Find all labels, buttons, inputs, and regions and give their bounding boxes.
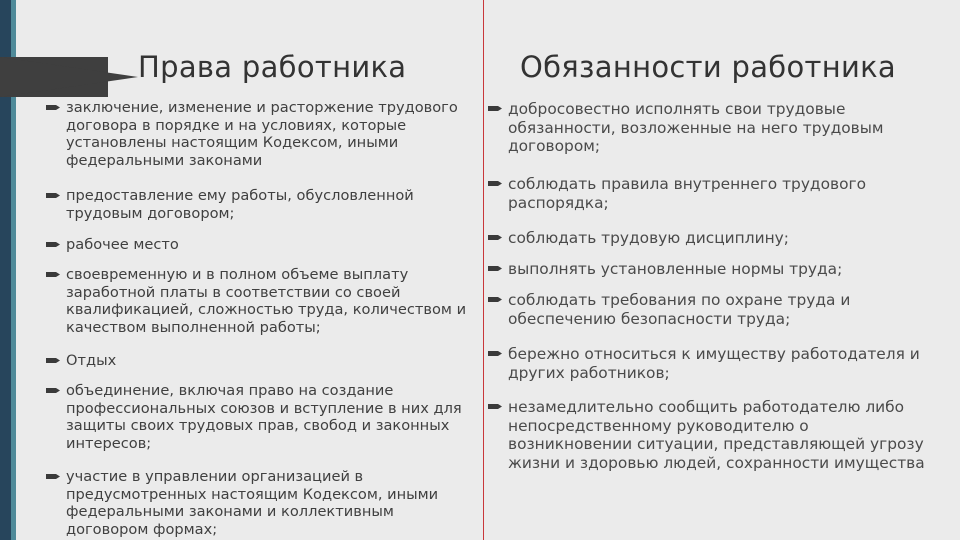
list-item [508, 100, 933, 156]
pencil-icon [46, 103, 60, 112]
title-arrow-tip [0, 57, 138, 97]
list-item [508, 175, 933, 212]
list-item-text: своевременную и в полном объеме выплату заработной платы в соответствии со своей квалификацией, сложностью труда, количеством и качеством выполненной работы; [66, 266, 467, 336]
pencil-icon [488, 179, 502, 188]
pencil-icon [46, 386, 60, 395]
list-item [508, 345, 933, 382]
pencil-icon [488, 233, 502, 242]
list-item [508, 398, 933, 472]
pencil-icon [488, 349, 502, 358]
list-item-text: добросовестно исполнять свои трудовые обязанности, возложенные на него трудовым договором; [508, 100, 884, 156]
list-item-text: соблюдать правила внутреннего трудового распорядка; [508, 175, 866, 212]
pencil-icon [488, 264, 502, 273]
list-item [66, 352, 471, 370]
list-item [508, 291, 933, 328]
pencil-icon [46, 270, 60, 279]
pencil-icon [488, 104, 502, 113]
list-item [508, 229, 933, 248]
list-item [66, 99, 471, 169]
column-divider [483, 0, 484, 540]
list-item-text: объединение, включая право на создание профессиональных союзов и вступление в них для защиты своих трудовых прав, свобод и законных интересов; [66, 382, 462, 452]
list-item-text: Отдых [66, 352, 117, 369]
pencil-icon [46, 356, 60, 365]
rights-heading: Права работника [138, 50, 407, 84]
pencil-icon [488, 402, 502, 411]
pencil-icon [46, 240, 60, 249]
list-item-text: незамедлительно сообщить работодателю либо непосредственному руководителю о возникновении ситуации, представляющей угрозу жизни и здоровью людей, сохранности имущества [508, 398, 925, 472]
list-item [66, 236, 471, 254]
list-item [66, 382, 471, 452]
list-item-text: рабочее место [66, 236, 179, 253]
list-item-text: выполнять установленные нормы труда; [508, 260, 843, 278]
list-item-text: бережно относиться к имуществу работодателя и других работников; [508, 345, 920, 382]
list-item-text: соблюдать трудовую дисциплину; [508, 229, 789, 247]
list-item-text: участие в управлении организацией в предусмотренных настоящим Кодексом, иными федеральными законами и коллективным договором формах; [66, 468, 439, 538]
list-item-text: соблюдать требования по охране труда и обеспечению безопасности труда; [508, 291, 851, 328]
list-item [508, 260, 933, 279]
list-item-text: заключение, изменение и расторжение трудового договора в порядке и на условиях, которые установлены настоящим Кодексом, иными федеральными законами [66, 99, 458, 169]
pencil-icon [488, 295, 502, 304]
duties-heading: Обязанности работника [520, 50, 897, 84]
pencil-icon [46, 191, 60, 200]
list-item [66, 468, 471, 538]
pencil-icon [46, 472, 60, 481]
list-item-text: предоставление ему работы, обусловленной трудовым договором; [66, 187, 414, 222]
list-item [66, 187, 471, 222]
list-item [66, 266, 471, 336]
